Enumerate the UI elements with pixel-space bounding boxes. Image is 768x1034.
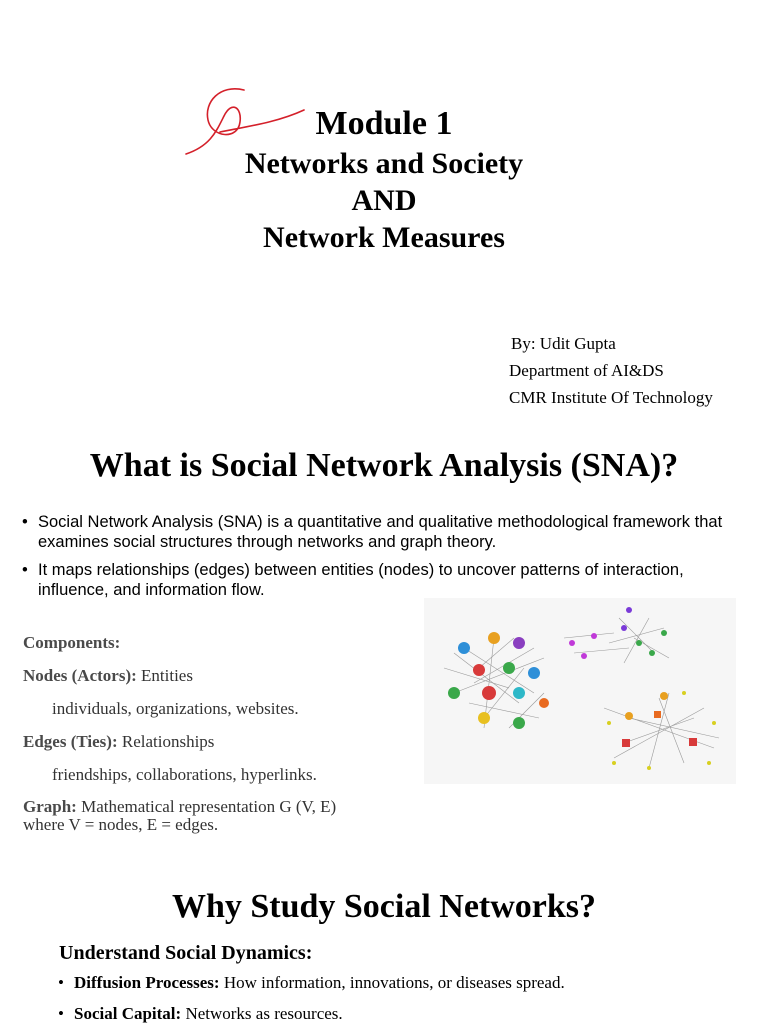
author-department: Department of AI&DS — [509, 361, 664, 380]
sna-heading: What is Social Network Analysis (SNA)? — [89, 447, 679, 484]
module-title: Module 1 — [315, 105, 453, 142]
title-line-2: AND — [351, 184, 417, 217]
author-name: By: Udit Gupta — [511, 334, 616, 353]
why-bullet-list — [58, 972, 748, 1034]
why-bullet-1: • Diffusion Processes: How information, innovations, or diseases spread. — [58, 972, 748, 994]
sna-bullet-2: • It maps relationships (edges) between entities (nodes) to uncover patterns of interaction, influence, and information flow. — [22, 560, 752, 600]
network-illustration — [424, 598, 736, 784]
graph-definition: Graph: Mathematical representation G (V, E) where V = nodes, E = edges. — [23, 797, 337, 834]
nodes-examples: individuals, organizations, websites. — [52, 699, 299, 718]
author-institute: CMR Institute Of Technology — [509, 388, 713, 407]
why-subheading: Understand Social Dynamics: — [59, 942, 313, 964]
why-heading: Why Study Social Networks? — [171, 888, 597, 925]
title-line-3: Network Measures — [263, 221, 505, 254]
sna-bullet-1: • Social Network Analysis (SNA) is a quantitative and qualitative methodological framework that examines social structures through networks and graph theory. — [22, 512, 752, 552]
sna-bullet-list — [22, 512, 752, 608]
edges-definition: Edges (Ties): Relationships — [23, 732, 215, 751]
why-bullet-2: • Social Capital: Networks as resources. — [58, 1003, 748, 1025]
nodes-definition: Nodes (Actors): Entities — [23, 666, 193, 685]
edges-examples: friendships, collaborations, hyperlinks. — [52, 765, 317, 784]
components-heading: Components: — [23, 633, 121, 652]
title-line-1: Networks and Society — [244, 147, 524, 180]
